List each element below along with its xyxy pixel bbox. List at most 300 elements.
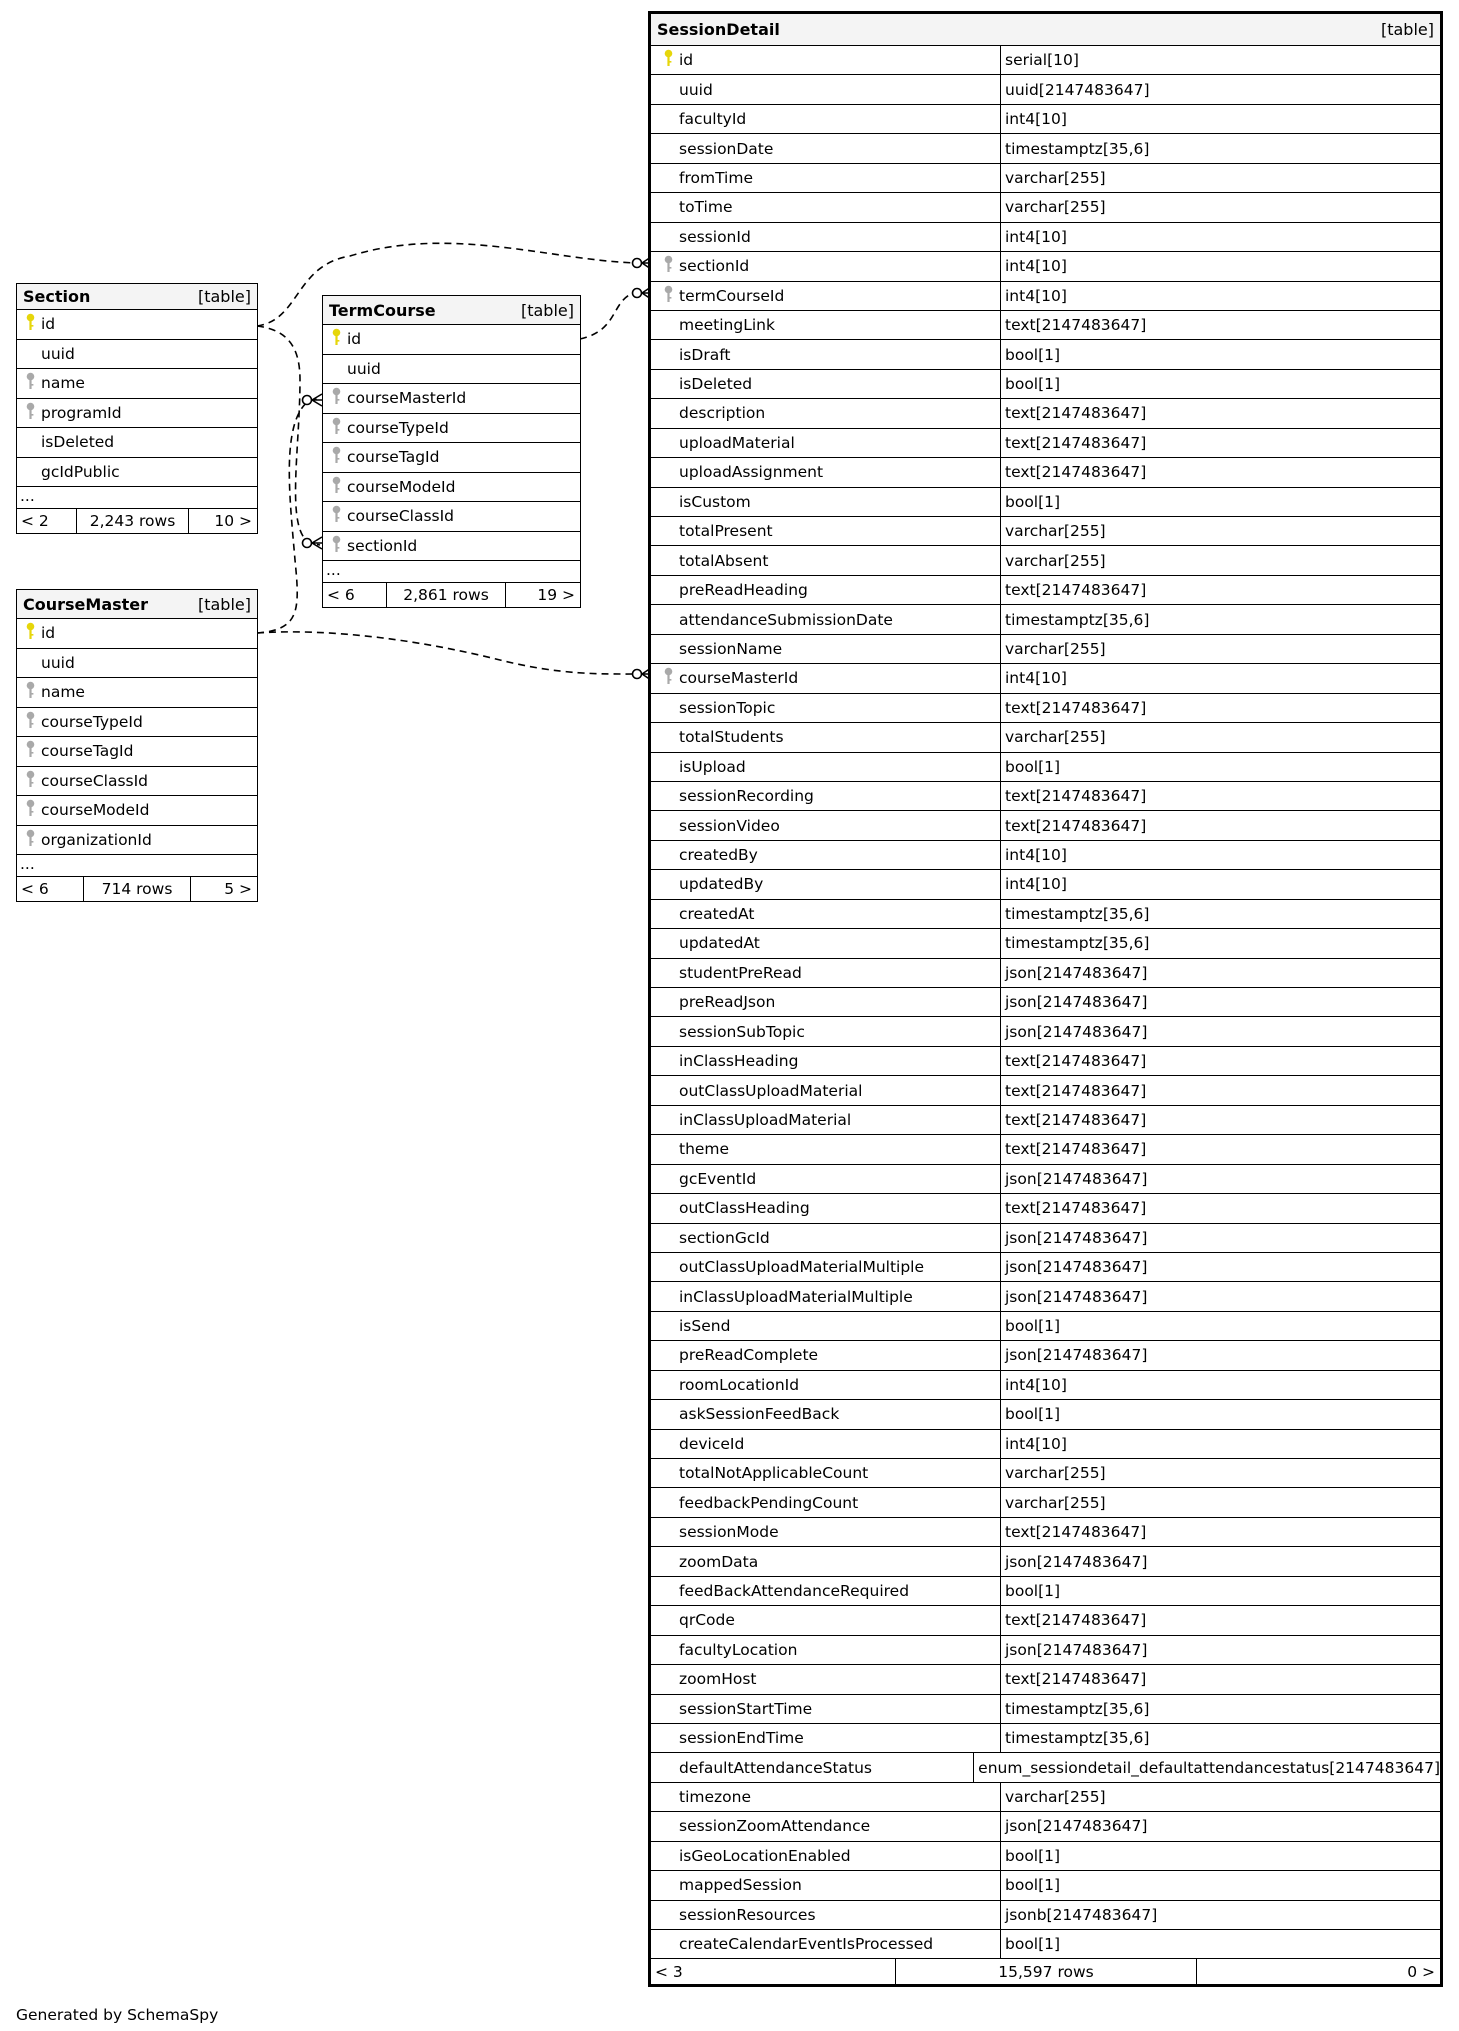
column-type: int4[10] xyxy=(1005,110,1067,129)
column-name: isDeleted xyxy=(41,433,115,452)
column-row-feedBackAttendanceRequired[interactable] xyxy=(651,1577,1440,1606)
column-type: text[2147483647] xyxy=(1005,1140,1147,1159)
column-name: feedbackPendingCount xyxy=(679,1493,859,1512)
column-row-zoomHost[interactable] xyxy=(651,1665,1440,1694)
column-name: sessionResources xyxy=(679,1905,816,1924)
column-row-fromTime[interactable] xyxy=(651,164,1440,193)
relation-section-termcourse xyxy=(257,326,320,545)
column-name: sessionName xyxy=(679,639,783,658)
column-type: varchar[255] xyxy=(1005,1788,1106,1807)
column-name: isDeleted xyxy=(679,375,753,394)
column-name: facultyId xyxy=(679,110,747,129)
column-name: createdBy xyxy=(679,846,758,865)
column-row-name[interactable] xyxy=(17,369,257,399)
column-name: updatedBy xyxy=(679,875,764,894)
column-name: id xyxy=(679,51,694,70)
crowfoot-circle-courseMasterId xyxy=(633,670,642,679)
column-name: theme xyxy=(679,1140,730,1159)
column-name: courseModeId xyxy=(41,801,150,820)
column-row-mappedSession[interactable] xyxy=(651,1871,1440,1900)
column-row-outClassHeading[interactable] xyxy=(651,1194,1440,1223)
column-row-id[interactable] xyxy=(651,46,1440,75)
column-row-termCourseId[interactable] xyxy=(651,282,1440,311)
column-row-preReadComplete[interactable] xyxy=(651,1341,1440,1370)
column-name: name xyxy=(41,683,85,702)
column-row-uuid[interactable] xyxy=(651,75,1440,104)
column-name: courseTagId xyxy=(41,742,134,761)
column-type: text[2147483647] xyxy=(1005,316,1147,335)
column-row-id[interactable] xyxy=(17,619,257,649)
column-row-courseMasterId[interactable] xyxy=(651,664,1440,693)
foreign-key-icon xyxy=(332,417,341,439)
column-row-courseTypeId[interactable] xyxy=(17,708,257,738)
column-type: bool[1] xyxy=(1005,345,1061,364)
column-row-preReadHeading[interactable] xyxy=(651,576,1440,605)
column-type: timestamptz[35,6] xyxy=(1005,934,1150,953)
column-type: varchar[255] xyxy=(1005,1464,1106,1483)
column-name: outClassHeading xyxy=(679,1199,810,1218)
column-name: uploadAssignment xyxy=(679,463,824,482)
column-row-updatedBy[interactable] xyxy=(651,870,1440,899)
column-type: text[2147483647] xyxy=(1005,1081,1147,1100)
column-row-isDeleted[interactable] xyxy=(17,428,257,458)
column-name: feedBackAttendanceRequired xyxy=(679,1581,910,1600)
column-row-id[interactable] xyxy=(17,310,257,340)
column-type: json[2147483647] xyxy=(1005,1640,1148,1659)
children-count[interactable]: 0 > xyxy=(1407,1962,1435,1981)
column-row-totalPresent[interactable] xyxy=(651,517,1440,546)
column-name: qrCode xyxy=(679,1611,735,1630)
column-name: courseTagId xyxy=(347,448,440,467)
column-name: mappedSession xyxy=(679,1876,802,1895)
column-type: json[2147483647] xyxy=(1005,1287,1148,1306)
primary-key-icon xyxy=(664,49,673,71)
column-name: uuid xyxy=(679,80,713,99)
column-type: text[2147483647] xyxy=(1005,698,1147,717)
column-name: uuid xyxy=(41,344,75,363)
column-name: name xyxy=(41,374,85,393)
column-row-description[interactable] xyxy=(651,399,1440,428)
column-row-preReadJson[interactable] xyxy=(651,988,1440,1017)
parents-count[interactable]: < 6 xyxy=(17,877,84,901)
column-name: outClassUploadMaterialMultiple xyxy=(679,1258,925,1277)
column-row-defaultAttendanceStatus[interactable] xyxy=(651,1753,1440,1782)
column-name: attendanceSubmissionDate xyxy=(679,610,893,629)
more-columns-ellipsis: ... xyxy=(323,561,580,583)
column-row-sessionTopic[interactable] xyxy=(651,694,1440,723)
foreign-key-icon xyxy=(332,505,341,527)
column-name: isUpload xyxy=(679,757,746,776)
column-type: serial[10] xyxy=(1005,51,1079,70)
column-row-courseModeId[interactable] xyxy=(17,796,257,826)
table-coursemaster[interactable] xyxy=(16,589,258,902)
column-row-feedbackPendingCount[interactable] xyxy=(651,1488,1440,1517)
column-type: int4[10] xyxy=(1005,875,1067,894)
column-type: int4[10] xyxy=(1005,286,1067,305)
column-type: json[2147483647] xyxy=(1005,1552,1148,1571)
column-name: sessionDate xyxy=(679,139,774,158)
foreign-key-icon xyxy=(664,255,673,277)
column-name: isGeoLocationEnabled xyxy=(679,1846,851,1865)
row-count: 15,597 rows xyxy=(896,1959,1197,1984)
column-type: text[2147483647] xyxy=(1005,787,1147,806)
foreign-key-icon xyxy=(26,740,35,762)
column-row-name[interactable] xyxy=(17,678,257,708)
column-row-sessionZoomAttendance[interactable] xyxy=(651,1812,1440,1841)
column-name: createdAt xyxy=(679,904,755,923)
column-row-inClassUploadMaterialMultiple[interactable] xyxy=(651,1282,1440,1311)
column-name: uuid xyxy=(347,359,381,378)
column-row-outClassUploadMaterialMultiple[interactable] xyxy=(651,1253,1440,1282)
column-row-courseClassId[interactable] xyxy=(17,767,257,797)
primary-key-icon xyxy=(332,328,341,350)
column-row-uuid[interactable] xyxy=(323,355,580,385)
column-type: bool[1] xyxy=(1005,1581,1061,1600)
column-name: facultyLocation xyxy=(679,1640,798,1659)
column-name: sectionGcId xyxy=(679,1228,770,1247)
column-type: text[2147483647] xyxy=(1005,433,1147,452)
parents-count[interactable]: < 2 xyxy=(17,509,77,533)
column-name: sessionVideo xyxy=(679,816,780,835)
column-type: varchar[255] xyxy=(1005,198,1106,217)
column-row-courseTypeId[interactable] xyxy=(323,414,580,444)
more-columns-ellipsis: ... xyxy=(17,855,257,877)
column-name: totalStudents xyxy=(679,728,784,747)
column-row-outClassUploadMaterial[interactable] xyxy=(651,1076,1440,1105)
column-name: zoomData xyxy=(679,1552,759,1571)
column-row-isSend[interactable] xyxy=(651,1312,1440,1341)
column-type: text[2147483647] xyxy=(1005,1199,1147,1218)
crowfoot-tc-sectionId xyxy=(312,537,322,549)
table-footer xyxy=(17,509,257,533)
column-row-totalAbsent[interactable] xyxy=(651,546,1440,575)
parents-count[interactable]: < 6 xyxy=(323,583,387,607)
column-type: json[2147483647] xyxy=(1005,1022,1148,1041)
column-row-facultyLocation[interactable] xyxy=(651,1636,1440,1665)
column-name: zoomHost xyxy=(679,1670,757,1689)
column-row-gcEventId[interactable] xyxy=(651,1165,1440,1194)
column-row-sectionId[interactable] xyxy=(323,532,580,562)
column-row-sessionMode[interactable] xyxy=(651,1518,1440,1547)
table-header xyxy=(651,14,1440,46)
row-count: 714 rows xyxy=(84,877,191,901)
column-type: json[2147483647] xyxy=(1005,1228,1148,1247)
column-name: sectionId xyxy=(679,257,750,276)
column-row-sessionStartTime[interactable] xyxy=(651,1695,1440,1724)
column-type: text[2147483647] xyxy=(1005,1052,1147,1071)
column-row-uuid[interactable] xyxy=(17,340,257,370)
column-type: text[2147483647] xyxy=(1005,581,1147,600)
column-type: int4[10] xyxy=(1005,846,1067,865)
table-sessiondetail[interactable] xyxy=(648,11,1443,1987)
table-kind: [table] xyxy=(197,287,251,306)
column-name: uuid xyxy=(41,653,75,672)
column-name: sessionId xyxy=(679,227,751,246)
parents-count[interactable]: < 3 xyxy=(651,1959,896,1984)
column-name: fromTime xyxy=(679,168,754,187)
column-name: id xyxy=(347,330,362,349)
table-name[interactable]: Section xyxy=(23,287,91,306)
column-row-roomLocationId[interactable] xyxy=(651,1371,1440,1400)
column-row-zoomData[interactable] xyxy=(651,1547,1440,1576)
relation-coursemaster-sessiondetail xyxy=(257,632,636,674)
foreign-key-icon xyxy=(26,829,35,851)
column-type: bool[1] xyxy=(1005,1876,1061,1895)
table-name[interactable]: SessionDetail xyxy=(657,20,780,39)
column-name: courseMasterId xyxy=(347,389,467,408)
column-name: courseTypeId xyxy=(41,712,143,731)
crowfoot-circle-tc-sectionId xyxy=(303,539,312,548)
column-row-toTime[interactable] xyxy=(651,193,1440,222)
column-type: bool[1] xyxy=(1005,1405,1061,1424)
column-row-programId[interactable] xyxy=(17,399,257,429)
foreign-key-icon xyxy=(664,285,673,307)
column-row-totalNotApplicableCount[interactable] xyxy=(651,1459,1440,1488)
column-name: sessionRecording xyxy=(679,787,814,806)
column-row-askSessionFeedBack[interactable] xyxy=(651,1400,1440,1429)
column-name: outClassUploadMaterial xyxy=(679,1081,863,1100)
column-type: timestamptz[35,6] xyxy=(1005,904,1150,923)
column-type: bool[1] xyxy=(1005,492,1061,511)
column-row-createdAt[interactable] xyxy=(651,900,1440,929)
column-row-sessionId[interactable] xyxy=(651,223,1440,252)
column-name: isSend xyxy=(679,1317,731,1336)
column-row-courseMasterId[interactable] xyxy=(323,384,580,414)
table-name[interactable]: TermCourse xyxy=(329,300,436,320)
column-type: varchar[255] xyxy=(1005,728,1106,747)
column-row-sessionSubTopic[interactable] xyxy=(651,1017,1440,1046)
column-type: jsonb[2147483647] xyxy=(1005,1905,1158,1924)
column-type: text[2147483647] xyxy=(1005,463,1147,482)
column-row-isDeleted[interactable] xyxy=(651,370,1440,399)
column-name: inClassHeading xyxy=(679,1052,799,1071)
column-type: text[2147483647] xyxy=(1005,404,1147,423)
column-name: askSessionFeedBack xyxy=(679,1405,840,1424)
column-row-facultyId[interactable] xyxy=(651,105,1440,134)
crowfoot-tc-courseMasterId xyxy=(312,394,322,406)
table-footer xyxy=(323,583,580,607)
column-name: courseMasterId xyxy=(679,669,799,688)
column-name: deviceId xyxy=(679,1434,745,1453)
column-type: varchar[255] xyxy=(1005,1493,1106,1512)
table-section[interactable] xyxy=(16,283,258,534)
column-row-createCalendarEventIsProcessed[interactable] xyxy=(651,1930,1440,1959)
column-row-inClassUploadMaterial[interactable] xyxy=(651,1106,1440,1135)
children-count[interactable]: 5 > xyxy=(224,880,252,898)
column-name: sessionTopic xyxy=(679,698,776,717)
column-row-courseTagId[interactable] xyxy=(17,737,257,767)
column-type: int4[10] xyxy=(1005,227,1067,246)
column-type: text[2147483647] xyxy=(1005,1523,1147,1542)
column-row-totalStudents[interactable] xyxy=(651,723,1440,752)
column-type: varchar[255] xyxy=(1005,522,1106,541)
column-type: varchar[255] xyxy=(1005,639,1106,658)
column-name: totalPresent xyxy=(679,522,773,541)
column-row-id[interactable] xyxy=(323,325,580,355)
column-type: json[2147483647] xyxy=(1005,1817,1148,1836)
column-type: timestamptz[35,6] xyxy=(1005,610,1150,629)
column-name: courseTypeId xyxy=(347,418,449,437)
column-row-timezone[interactable] xyxy=(651,1783,1440,1812)
column-name: isDraft xyxy=(679,345,731,364)
column-type: int4[10] xyxy=(1005,257,1067,276)
column-name: sessionZoomAttendance xyxy=(679,1817,871,1836)
column-row-sessionRecording[interactable] xyxy=(651,782,1440,811)
column-name: timezone xyxy=(679,1788,751,1807)
column-row-createdBy[interactable] xyxy=(651,841,1440,870)
column-type: json[2147483647] xyxy=(1005,1258,1148,1277)
column-row-sessionResources[interactable] xyxy=(651,1901,1440,1930)
row-count: 2,861 rows xyxy=(387,583,506,607)
column-type: timestamptz[35,6] xyxy=(1005,1699,1150,1718)
column-name: sessionMode xyxy=(679,1523,779,1542)
column-type: text[2147483647] xyxy=(1005,816,1147,835)
column-row-uuid[interactable] xyxy=(17,649,257,679)
table-header xyxy=(17,590,257,619)
column-name: studentPreRead xyxy=(679,963,802,982)
column-name: sectionId xyxy=(347,536,418,555)
column-name: termCourseId xyxy=(679,286,785,305)
table-kind: [table] xyxy=(197,594,251,614)
column-row-courseTagId[interactable] xyxy=(323,443,580,473)
column-type: int4[10] xyxy=(1005,1434,1067,1453)
foreign-key-icon xyxy=(332,535,341,557)
column-type: text[2147483647] xyxy=(1005,1670,1147,1689)
column-name: organizationId xyxy=(41,830,152,849)
column-row-sessionDate[interactable] xyxy=(651,134,1440,163)
foreign-key-icon xyxy=(664,667,673,689)
column-type: varchar[255] xyxy=(1005,168,1106,187)
column-name: courseClassId xyxy=(347,507,455,526)
column-type: timestamptz[35,6] xyxy=(1005,1729,1150,1748)
generated-by-label: Generated by SchemaSpy xyxy=(16,2006,219,2024)
column-name: preReadHeading xyxy=(679,581,808,600)
column-row-uploadAssignment[interactable] xyxy=(651,458,1440,487)
column-name: id xyxy=(41,624,56,643)
foreign-key-icon xyxy=(26,799,35,821)
column-name: uploadMaterial xyxy=(679,433,795,452)
column-name: totalNotApplicableCount xyxy=(679,1464,869,1483)
relation-termcourse-sessiondetail xyxy=(580,292,636,339)
primary-key-icon xyxy=(26,313,35,335)
column-row-gcIdPublic[interactable] xyxy=(17,458,257,488)
column-row-uploadMaterial[interactable] xyxy=(651,429,1440,458)
row-count: 2,243 rows xyxy=(77,509,189,533)
children-count[interactable]: 19 > xyxy=(537,586,575,604)
column-name: courseClassId xyxy=(41,771,149,790)
column-row-isCustom[interactable] xyxy=(651,488,1440,517)
column-row-updatedAt[interactable] xyxy=(651,929,1440,958)
table-footer xyxy=(651,1959,1440,1984)
column-name: gcIdPublic xyxy=(41,462,120,481)
column-name: preReadJson xyxy=(679,993,776,1012)
column-name: updatedAt xyxy=(679,934,760,953)
column-type: enum_sessiondetail_defaultattendancestatus[2147483647] xyxy=(978,1758,1440,1777)
column-name: roomLocationId xyxy=(679,1375,800,1394)
column-row-attendanceSubmissionDate[interactable] xyxy=(651,605,1440,634)
column-type: bool[1] xyxy=(1005,1846,1061,1865)
column-row-isUpload[interactable] xyxy=(651,753,1440,782)
foreign-key-icon xyxy=(26,402,35,424)
column-row-sessionEndTime[interactable] xyxy=(651,1724,1440,1753)
column-row-courseClassId[interactable] xyxy=(323,502,580,532)
column-name: inClassUploadMaterialMultiple xyxy=(679,1287,913,1306)
column-name: id xyxy=(41,315,56,334)
column-type: text[2147483647] xyxy=(1005,1611,1147,1630)
table-kind: [table] xyxy=(1380,20,1434,39)
column-row-sectionGcId[interactable] xyxy=(651,1224,1440,1253)
column-type: text[2147483647] xyxy=(1005,1110,1147,1129)
column-name: totalAbsent xyxy=(679,551,769,570)
column-row-qrCode[interactable] xyxy=(651,1606,1440,1635)
column-name: programId xyxy=(41,403,122,422)
column-name: sessionEndTime xyxy=(679,1729,804,1748)
column-type: bool[1] xyxy=(1005,1935,1061,1954)
column-name: createCalendarEventIsProcessed xyxy=(679,1935,934,1954)
table-name[interactable]: CourseMaster xyxy=(23,594,149,614)
column-type: bool[1] xyxy=(1005,757,1061,776)
column-row-studentPreRead[interactable] xyxy=(651,959,1440,988)
table-termcourse[interactable] xyxy=(322,295,581,608)
column-name: isCustom xyxy=(679,492,751,511)
column-row-sectionId[interactable] xyxy=(651,252,1440,281)
column-type: json[2147483647] xyxy=(1005,1346,1148,1365)
crowfoot-circle-tc-courseMasterId xyxy=(303,396,312,405)
column-row-deviceId[interactable] xyxy=(651,1430,1440,1459)
primary-key-icon xyxy=(26,622,35,644)
relation-coursemaster-termcourse xyxy=(257,399,320,633)
column-type: uuid[2147483647] xyxy=(1005,80,1150,99)
more-columns-ellipsis: ... xyxy=(17,487,257,509)
column-row-isGeoLocationEnabled[interactable] xyxy=(651,1842,1440,1871)
foreign-key-icon xyxy=(332,387,341,409)
children-count[interactable]: 10 > xyxy=(214,512,252,530)
column-row-sessionName[interactable] xyxy=(651,635,1440,664)
foreign-key-icon xyxy=(26,372,35,394)
column-type: json[2147483647] xyxy=(1005,963,1148,982)
foreign-key-icon xyxy=(26,681,35,703)
column-row-inClassHeading[interactable] xyxy=(651,1047,1440,1076)
column-name: preReadComplete xyxy=(679,1346,819,1365)
column-row-meetingLink[interactable] xyxy=(651,311,1440,340)
foreign-key-icon xyxy=(26,711,35,733)
column-row-courseModeId[interactable] xyxy=(323,473,580,503)
column-name: meetingLink xyxy=(679,316,775,335)
column-name: courseModeId xyxy=(347,477,456,496)
column-name: gcEventId xyxy=(679,1169,757,1188)
crowfoot-circle-termCourseId xyxy=(633,289,642,298)
column-row-isDraft[interactable] xyxy=(651,340,1440,369)
column-name: toTime xyxy=(679,198,733,217)
table-header xyxy=(17,284,257,310)
column-row-sessionVideo[interactable] xyxy=(651,811,1440,840)
table-header xyxy=(323,296,580,325)
column-type: varchar[255] xyxy=(1005,551,1106,570)
foreign-key-icon xyxy=(332,476,341,498)
foreign-key-icon xyxy=(26,770,35,792)
column-row-organizationId[interactable] xyxy=(17,826,257,856)
column-type: bool[1] xyxy=(1005,375,1061,394)
table-kind: [table] xyxy=(520,300,574,320)
column-name: sessionStartTime xyxy=(679,1699,813,1718)
column-type: timestamptz[35,6] xyxy=(1005,139,1150,158)
column-type: json[2147483647] xyxy=(1005,1169,1148,1188)
crowfoot-circle-sectionId xyxy=(633,259,642,268)
column-row-theme[interactable] xyxy=(651,1135,1440,1164)
column-name: defaultAttendanceStatus xyxy=(679,1758,872,1777)
column-type: json[2147483647] xyxy=(1005,993,1148,1012)
table-footer xyxy=(17,877,257,901)
